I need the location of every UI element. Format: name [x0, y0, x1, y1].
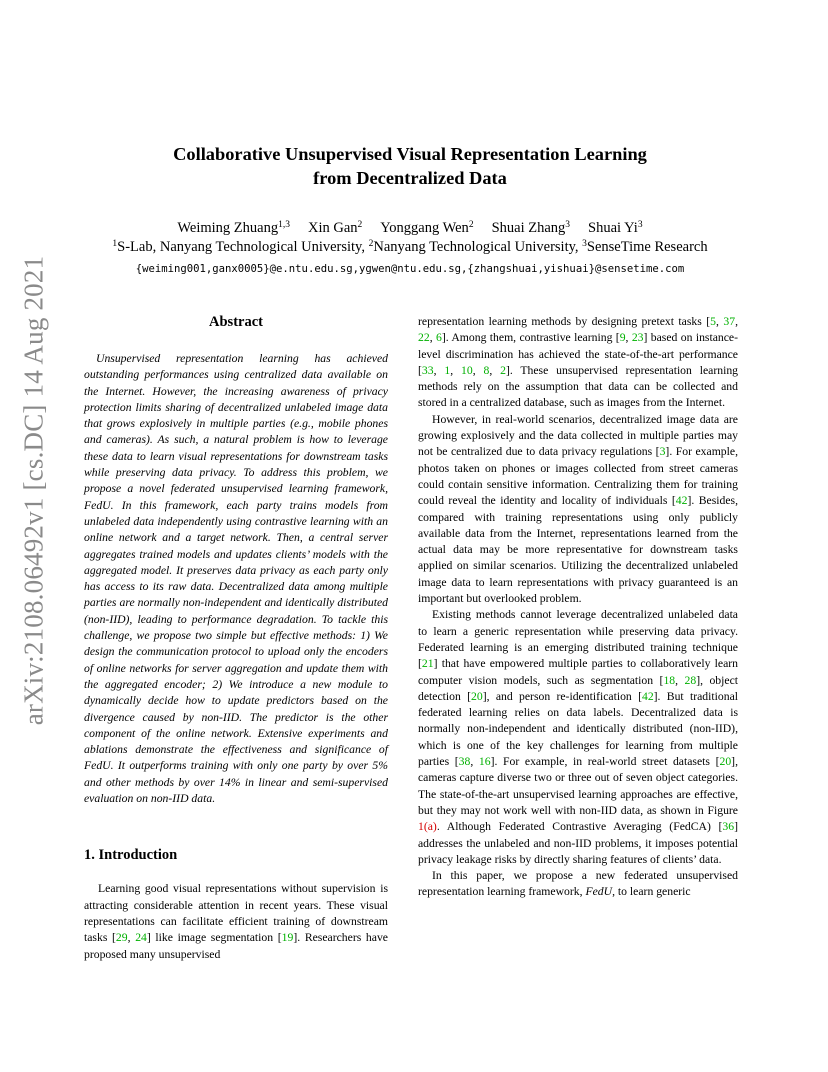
section-heading-introduction: 1. Introduction [84, 847, 178, 864]
citation-link[interactable]: 6 [435, 331, 442, 345]
paragraph-text: However, in real-world scenarios, decentralized image data are growing explosively and the data collected in multiple parties may not be centralized due to data privacy regulations [ [418, 412, 738, 459]
citation-link[interactable]: 9 [619, 331, 626, 345]
citation-link[interactable]: 18 [663, 673, 676, 687]
citation-link[interactable]: 24 [135, 931, 147, 945]
citation-link[interactable]: 23 [631, 331, 644, 345]
author-name-text: Weiming Zhuang [177, 220, 279, 236]
citation-link[interactable]: 42 [641, 689, 654, 703]
paragraph-text: , [429, 331, 436, 345]
paragraph-text: , [489, 363, 501, 377]
paragraph-text: ]. Besides, compared with training representations using only publicly available data from the Internet, representations learned from the actual data may be more representative for downstream tasks applied on similar scenarios. Utilizing the decentralized unlabeled image data to learn representations with privacy guaranteed is an important but overlooked problem. [418, 494, 738, 606]
author-name [308, 220, 362, 236]
title-line-2: from Decentralized Data [313, 168, 507, 188]
affiliation-mark: 1 [112, 239, 118, 249]
paragraph-text: ] based on instance-level discrimination has achieved the state-of-the-art performance [ [418, 331, 739, 377]
paragraph-text: ]. These unsupervised representation learning methods rely on the assumption that data can be collected and stored in a centralized database, such as images from the Internet. [418, 363, 739, 410]
citation-link[interactable]: 3 [659, 445, 666, 459]
citation-link[interactable]: 19 [281, 931, 294, 945]
paragraph-text: ], object detection [ [418, 673, 739, 703]
citation-link[interactable]: 8 [483, 363, 490, 377]
paragraph-text: ] addresses the unlabeled and non-IID problems, it imposes potential privacy leakage risks by directly sharing features of clients’ data. [418, 820, 738, 866]
author-affiliation-mark: 3 [565, 220, 571, 230]
intro-paragraph-1 [84, 881, 388, 962]
paragraph-text: , [470, 755, 479, 769]
arxiv-stamp [16, 255, 52, 725]
paragraph-text: ] like image segmentation [ [146, 931, 282, 945]
citation-link[interactable]: 42 [675, 494, 688, 508]
figure-reference-link[interactable]: 1(a) [418, 820, 437, 834]
citation-link[interactable]: 36 [722, 820, 735, 834]
paragraph-text: Learning good visual representations without supervision is attracting considerable attention in recent years. These visual representations can facilitate efficient training of downstream tasks [ [84, 882, 388, 945]
citation-link[interactable]: 37 [723, 315, 736, 328]
affiliation-name: S-Lab, Nanyang Technological University, [117, 239, 369, 255]
citation-link[interactable]: 5 [710, 315, 717, 328]
author-affiliation-mark: 3 [637, 220, 643, 230]
paragraph-text: ]. For example, photos taken on phones or images collected from street cameras could contain sensitive information. Centralizing them for training could reveal the identity and locality of individuals [ [418, 445, 738, 508]
paragraph-text: , [625, 331, 632, 345]
author-affiliation-mark: 1,3 [278, 220, 290, 230]
author-name [177, 220, 290, 236]
right-column [418, 314, 738, 901]
paragraph-text: ]. Among them, contrastive learning [ [441, 331, 620, 345]
intro-paragraph-2 [418, 314, 738, 412]
affiliation-mark: 2 [368, 239, 374, 249]
paragraph-text: In this paper, we propose a new federated unsupervised representation learning framework, [418, 869, 738, 899]
citation-link[interactable]: 1 [444, 363, 451, 377]
author-affiliation-mark: 2 [468, 220, 474, 230]
paragraph-text: ]. For example, in real-world street datasets [ [490, 755, 720, 769]
citation-link[interactable]: 21 [421, 657, 434, 671]
title-line-1: Collaborative Unsupervised Visual Representation Learning [173, 144, 647, 164]
paragraph-text: ] that have empowered multiple parties to collaboratively learn computer vision models, such as segmentation [ [418, 657, 738, 687]
arxiv-identifier: arXiv:2108.06492v1 [cs.DC] 14 Aug 2021 [18, 255, 49, 725]
paragraph-text: , [450, 363, 461, 377]
author-name-text: Yonggang Wen [380, 220, 469, 236]
paragraph-text: . Although Federated Contrastive Averaging (FedCA) [ [436, 820, 723, 834]
abstract-text: Unsupervised representation learning has achieved outstanding performances using centralized data available on the Internet. However, the increasing awareness of privacy protection limits sharing of decentralized unlabeled image data that grows explosively in multiple parties (e.g., mobile phones and cameras). As such, a natural problem is how to leverage these data to learn visual representations for downstream tasks while preserving data privacy. To address this problem, we propose a novel federated unsupervised learning framework, FedU. In this framework, each party trains models from unlabeled data independently using contrastive learning with an online network and a target network. Then, a central server aggregates trained models and updates clients’ models with the aggregated model. It preserves data privacy as each party only has access to its raw data. Decentralized data among multiple parties are normally non-independent and identically distributed (non-IID), leading to performance degradation. To tackle this challenge, we propose two simple but effective methods: 1) We design the communication protocol to upload only the encoders of online networks for server aggregation and update them with the aggregated encoder; 2) We introduce a new module to dynamically decide how to update predictors based on the divergence caused by non-IID. The predictor is the other component of the online network. Extensive experiments and ablations demonstrate the effectiveness and significance of FedU. It outperforms training with only one party by over 5% and other methods by over 14% in linear and semi-supervised evaluation on non-IID data. [84, 352, 388, 806]
affiliation-name: Nanyang Technological University, [373, 239, 583, 255]
affiliation-mark: 3 [582, 239, 587, 249]
intro-paragraph-3 [418, 412, 738, 608]
paper-title [80, 142, 740, 190]
paragraph-text: ], and person re-identification [ [482, 689, 642, 703]
citation-link[interactable]: 20 [719, 755, 732, 769]
paragraph-text: , [735, 315, 739, 328]
citation-link[interactable]: 38 [458, 755, 471, 769]
citation-link[interactable]: 2 [500, 363, 506, 377]
paragraph-text: ]. But traditional federated learning relies on data labels. Decentralized data is normally non-independent and identically distributed (non-IID), which is one of the key challenges for learning from multiple parties [ [418, 689, 738, 769]
paragraph-text: ]. Researchers have proposed many unsupervised [84, 931, 388, 961]
author-affiliation-mark: 2 [357, 220, 363, 230]
paragraph-text: , [433, 363, 445, 377]
author-list [60, 218, 760, 238]
paragraph-text: Existing methods cannot leverage decentralized unlabeled data to learn a generic representation while preserving data privacy. Federated learning is an emerging distributed training technique [ [418, 608, 738, 671]
author-name [380, 220, 473, 236]
abstract-heading: Abstract [209, 314, 263, 330]
paragraph-text: , [716, 315, 724, 328]
paragraph-text: representation learning methods by designing pretext tasks [ [418, 315, 711, 328]
paragraph-text: ], cameras capture diverse two or three out of seven object categories. The state-of-the-art unsupervised learning approaches are effective, but they may not work well with non-IID data, as shown in Figure [418, 755, 738, 817]
emphasized-text: FedU [585, 885, 613, 899]
paragraph-text: , to learn generic [612, 885, 691, 899]
affiliation-name: SenseTime Research [586, 239, 708, 255]
paragraph-text: , [675, 673, 685, 687]
author-name-text: Shuai Yi [588, 220, 638, 236]
author-name-text: Xin Gan [307, 220, 358, 236]
citation-link[interactable]: 10 [461, 363, 473, 377]
citation-link[interactable]: 28 [684, 673, 697, 687]
citation-link[interactable]: 20 [471, 689, 483, 703]
citation-link[interactable]: 33 [421, 363, 434, 377]
intro-paragraph-4 [418, 607, 738, 868]
author-emails: {weiming001,ganx0005}@e.ntu.edu.sg,ygwen@ntu.edu.sg,{zhangshuai,yishuai}@sensetime.com [135, 263, 685, 275]
citation-link[interactable]: 16 [478, 755, 491, 769]
paragraph-text: , [472, 363, 484, 377]
intro-paragraph-5 [418, 868, 738, 901]
author-name-text: Shuai Zhang [491, 220, 566, 236]
paragraph-text: , [127, 931, 136, 945]
author-name [588, 220, 643, 236]
left-column [84, 312, 388, 963]
affiliation-list [60, 237, 760, 257]
citation-link[interactable]: 22 [418, 331, 430, 345]
author-name [492, 220, 570, 236]
citation-link[interactable]: 29 [115, 931, 128, 945]
